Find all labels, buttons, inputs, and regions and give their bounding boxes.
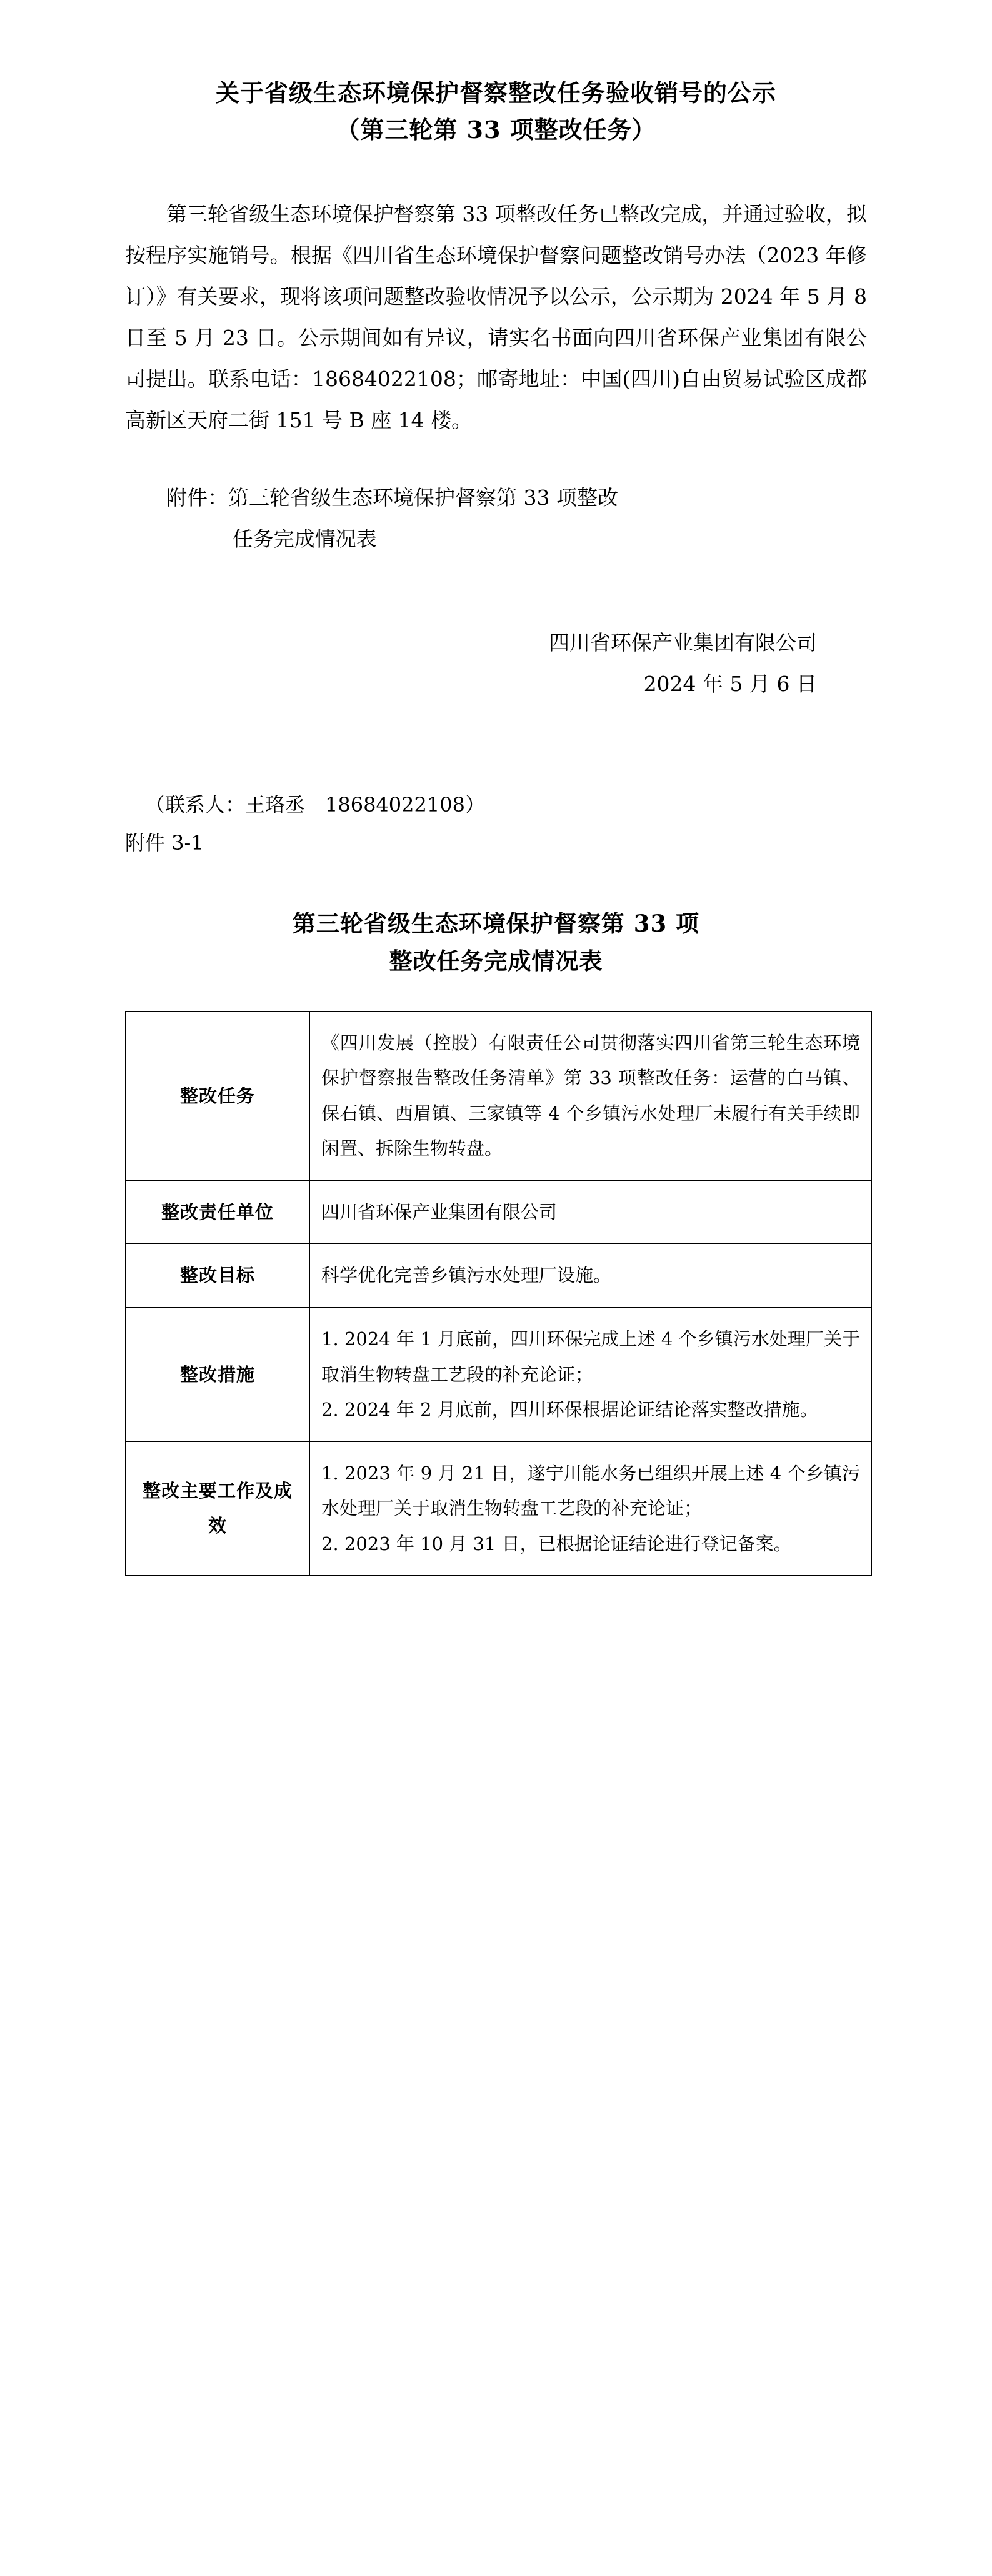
row-content [310, 1180, 872, 1244]
attachment-note [125, 477, 867, 560]
notice-paragraph: 第三轮省级生态环境保护督察第 33 项整改任务已整改完成，并通过验收，拟按程序实施销号。根据《四川省生态环境保护督察问题整改销号办法（2023 年修订）》有关要求，现将该项问题整改验收情况予以公示，公示期为 2024 年 5 月 8 日至 5 月 23 日。公示期间如有异议，请实名书面向四川省环保产业集团有限公司提出。联系电话：18684022108；邮寄地址：中国(四川)自由贸易试验区成都高新区天府二街 151 号 B 座 14 楼。 [125, 201, 867, 432]
row-paragraph: 2. 2024 年 2 月底前，四川环保根据论证结论落实整改措施。 [321, 1399, 818, 1421]
row-content [310, 1441, 872, 1576]
contact-person-line: （联系人：王珞丞 18684022108） [145, 792, 485, 817]
row-label: 整改任务 [126, 1011, 310, 1180]
page-title-line2: （第三轮第 33 项整改任务） [336, 115, 656, 144]
table-row [126, 1308, 872, 1442]
row-content [310, 1011, 872, 1180]
row-content [310, 1244, 872, 1308]
row-paragraph: 四川省环保产业集团有限公司 [321, 1201, 558, 1223]
table-title-line2: 整改任务完成情况表 [389, 947, 603, 975]
row-paragraph: 2. 2023 年 10 月 31 日，已根据论证结论进行登记备案。 [321, 1533, 792, 1554]
table-row [126, 1011, 872, 1180]
table-row [126, 1441, 872, 1576]
row-content [310, 1308, 872, 1442]
row-label: 整改目标 [126, 1244, 310, 1308]
row-label: 整改措施 [126, 1308, 310, 1442]
table-row [126, 1180, 872, 1244]
signature-block [125, 622, 867, 705]
attachment-number: 附件 3-1 [125, 830, 204, 855]
row-paragraph: 科学优化完善乡镇污水处理厂设施。 [321, 1265, 612, 1286]
table-title [125, 905, 867, 979]
page-title [125, 75, 867, 149]
attachment-note-line1: 附件：第三轮省级生态环境保护督察第 33 项整改 [166, 485, 618, 510]
row-paragraph: 1. 2024 年 1 月底前，四川环保完成上述 4 个乡镇污水处理厂关于取消生物转盘工艺段的补充论证； [321, 1328, 860, 1385]
row-label: 整改主要工作及成效 [126, 1441, 310, 1576]
row-label: 整改责任单位 [126, 1180, 310, 1244]
row-paragraph: 《四川发展（控股）有限责任公司贯彻落实四川省第三轮生态环境保护督察报告整改任务清单》第 33 项整改任务：运营的白马镇、保石镇、西眉镇、三家镇等 4 个乡镇污水处理厂未履行有关手续即闲置、拆除生物转盘。 [321, 1032, 860, 1160]
table-row [126, 1244, 872, 1308]
attachment-note-line2: 任务完成情况表 [232, 526, 377, 551]
table-body [126, 1011, 872, 1576]
signature-date: 2024 年 5 月 6 日 [643, 671, 817, 696]
page-title-line1: 关于省级生态环境保护督察整改任务验收销号的公示 [215, 79, 776, 107]
row-paragraph: 1. 2023 年 9 月 21 日，遂宁川能水务已组织开展上述 4 个乡镇污水处理厂关于取消生物转盘工艺段的补充论证； [321, 1462, 860, 1519]
contact-block [125, 786, 867, 862]
table-title-line1: 第三轮省级生态环境保护督察第 33 项 [292, 910, 700, 938]
notice-body [125, 194, 867, 441]
signature-organization: 四川省环保产业集团有限公司 [549, 630, 817, 655]
rectification-task-table [125, 1011, 872, 1576]
